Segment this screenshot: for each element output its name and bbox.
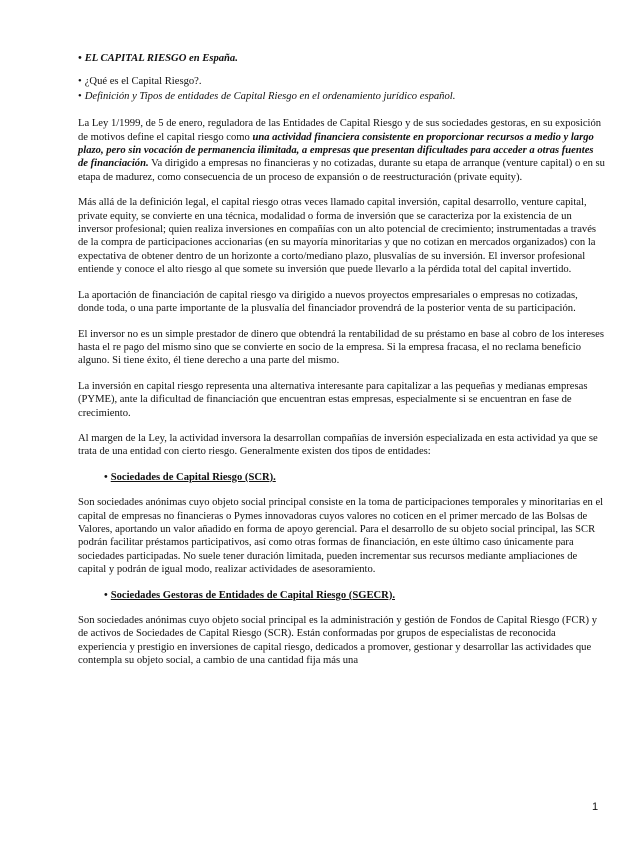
document-body: [78, 52, 606, 680]
title-bullet: [78, 52, 606, 65]
paragraph-7: Son sociedades anónimas cuyo objeto social principal consiste en la toma de participaciones temporales y minoritarias en el capital de empresas no financieras o Pymes innovadoras cuyos valores no coticen en el primer mercado de las Bolsas de Valores, aportando un valor añadido en forma de apoyo gerencial. Para el desarrollo de su objeto social principal, las SCR podrán facilitar préstamos participativos, así como otras formas de financiación, en este último caso únicamente para sociedades participadas. No suele tener duración limitada, pueden incrementar sus recursos mediante ampliaciones de capital y podrán de igual modo, realizar actividades de asesoramiento.: [78, 497, 604, 576]
bullet-definition: [78, 90, 606, 103]
paragraph-6: Al margen de la Ley, la actividad inversora la desarrollan compañías de inversión especializada en esta actividad ya que se trata de una entidad con cierto riesgo. Generalmente existen dos tipos de entidades:: [78, 432, 598, 458]
paragraph-1-rest: Va dirigido a empresas no financieras y no cotizadas, durante su etapa de arranque (venture capital) o en su etapa de madurez, como consecuencia de un proceso de expansión o de reestructuración (private equity).: [78, 158, 605, 183]
paragraph-3: La aportación de financiación de capital riesgo va dirigido a nuevos proyectos empresariales o empresas no cotizadas, donde toda, o una parte importante de la plusvalía del financiador provendrá de la posterior venta de su participación.: [78, 289, 578, 315]
paragraph-4: El inversor no es un simple prestador de dinero que obtendrá la rentabilidad de su préstamo en base al cobro de los intereses hasta el re pago del mismo sino que se convierte en socio de la empresa. Si la empresa fracasa, el no reclama beneficio alguno. Si tiene éxito, él tiene derecho a una parte del mismo.: [78, 328, 604, 367]
sgecr-heading-text: Sociedades Gestoras de Entidades de Capital Riesgo (SGECR).: [110, 589, 395, 601]
page-number: 1: [592, 801, 599, 813]
bullet-icon: •: [104, 589, 108, 601]
scr-heading: [104, 471, 606, 484]
paragraph-1-intro: La Ley 1/1999, de 5 de enero, reguladora de las Entidades de Capital Riesgo y de sus sociedades gestoras, en su exposición de motivos define el capital riesgo como: [78, 118, 602, 143]
paragraph-1: [78, 117, 606, 184]
spacer: [78, 66, 606, 75]
bullet-icon: •: [78, 76, 82, 88]
bullet-definition-text: Definición y Tipos de entidades de Capital Riesgo en el ordenamiento jurídico español.: [84, 90, 456, 102]
paragraph-2: Más allá de la definición legal, el capital riesgo otras veces llamado capital inversión, capital desarrollo, venture capital, private equity, se convierte en una técnica, modalidad o forma de inversión que se caracteriza por la existencia de un inversor profesional; quien realiza inversiones en compañías con un alto potencial de crecimiento; instrumentadas a través de la compra de participaciones accionarias (en su mayoría minoritarias y que no cotizan en mercados organizados) con la expectativa de obtener dentro de un horizonte a corto/mediano plazo, plusvalías de su inversión. El inversor profesional entiende y conoce el alto riesgo al que somete su inversión que puede llevarlo a la pérdida total del capital invertido.: [78, 197, 597, 276]
scr-heading-text: Sociedades de Capital Riesgo (SCR).: [110, 471, 276, 483]
bullet-icon: •: [104, 471, 108, 483]
bullet-icon: •: [78, 90, 82, 102]
sgecr-heading: [104, 589, 606, 602]
title-bullet-text: EL CAPITAL RIESGO en España.: [84, 53, 238, 64]
paragraph-5: La inversión en capital riesgo representa una alternativa interesante para capitalizar a las pequeñas y medianas empresas (PYME), ante la dificultad de financiación que encuentran estas empresas, especialmente si se encuentran en fase de crecimiento.: [78, 380, 588, 419]
bullet-icon: •: [78, 53, 82, 64]
bullet-what-is: [78, 75, 606, 88]
paragraph-1-definition: una actividad financiera consistente en proporcionar recursos a medio y largo plazo, pero sin vocación de permanencia ilimitada, a empresas que presentan dificultades para acceder a otras fuentes de financiación.: [78, 131, 594, 170]
paragraph-8: Son sociedades anónimas cuyo objeto social principal es la administración y gestión de Fondos de Capital Riesgo (FCR) y de activos de Sociedades de Capital Riesgo (SCR). Están conformadas por grupos de especialistas de reconocida experiencia y prestigio en inversiones de capital riesgo, dedicados a promover, gestionar y desarrollar las actividades que contempla su objeto social, a cambio de una cantidad fija más una: [78, 615, 598, 667]
bullet-what-is-text: ¿Qué es el Capital Riesgo?.: [84, 76, 202, 88]
